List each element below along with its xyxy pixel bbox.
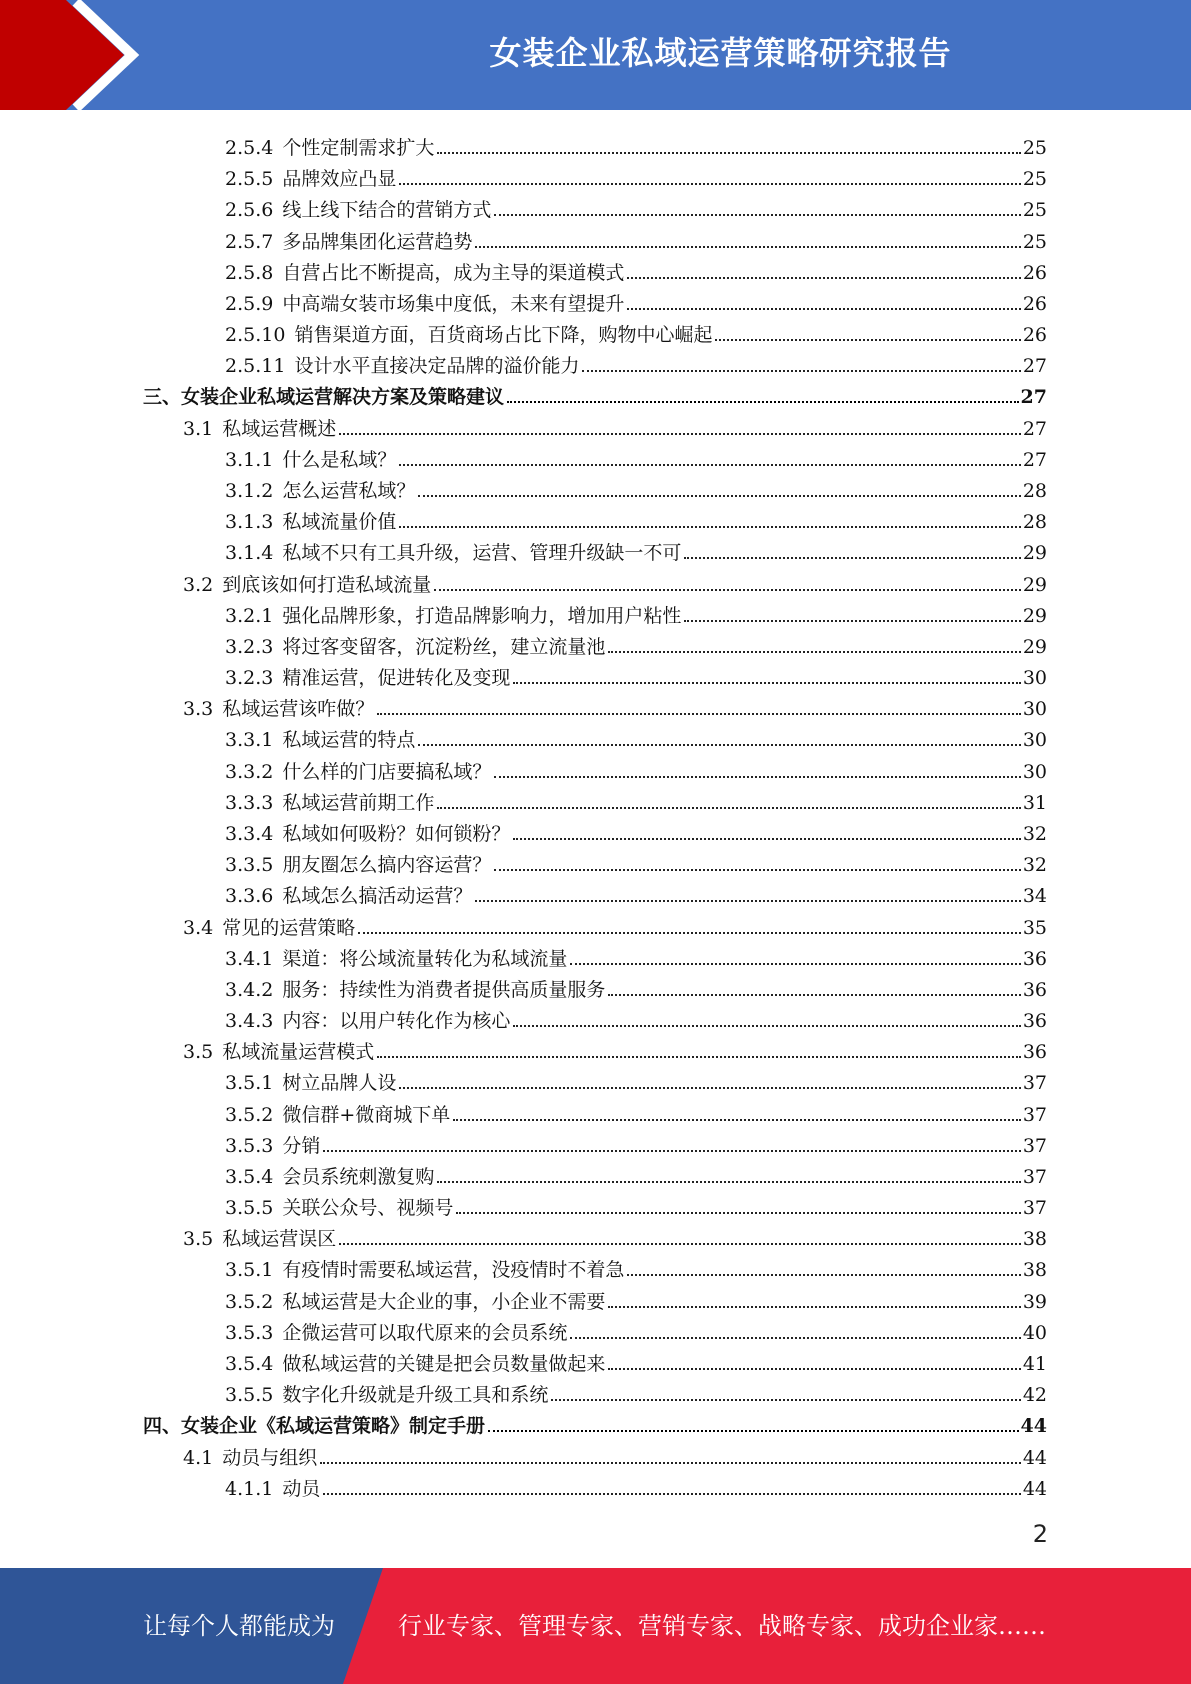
toc-dot-leader: [684, 620, 1020, 622]
toc-entry-page: 38: [1022, 1228, 1047, 1251]
toc-entry-page: 37: [1022, 1197, 1047, 1220]
toc-entry-title: 动员: [282, 1477, 321, 1500]
toc-entry-title: 常见的运营策略: [222, 916, 356, 939]
toc-entry[interactable]: [225, 1313, 1047, 1344]
toc-entry[interactable]: [225, 315, 1047, 346]
toc-entry-page: 29: [1022, 573, 1047, 596]
toc-entry-page: 34: [1022, 885, 1047, 908]
toc-entry-page: 29: [1022, 542, 1047, 565]
toc-entry-number: 3.1.4: [225, 542, 274, 565]
toc-entry-page: 36: [1022, 947, 1047, 970]
toc-entry-page: 28: [1022, 479, 1047, 502]
toc-entry[interactable]: [183, 908, 1047, 939]
toc-entry-page: 35: [1022, 916, 1047, 939]
toc-entry-title: 私域怎么搞活动运营？: [282, 885, 473, 908]
toc-entry[interactable]: [225, 1469, 1047, 1500]
toc-dot-leader: [399, 464, 1020, 466]
toc-entry-number: 3.5.1: [225, 1259, 274, 1282]
toc-entry-page: 30: [1022, 729, 1047, 752]
toc-entry-number: 3.2: [183, 573, 214, 596]
toc-entry[interactable]: [225, 284, 1047, 315]
toc-entry-number: 3.5.4: [225, 1165, 274, 1188]
toc-entry-page: 36: [1022, 1010, 1047, 1033]
toc-entry[interactable]: [225, 876, 1047, 907]
toc-entry-number: 2.5.7: [225, 230, 274, 253]
toc-entry-number: 3.1.1: [225, 448, 274, 471]
toc-entry[interactable]: [225, 627, 1047, 658]
toc-entry-page: 29: [1022, 604, 1047, 627]
toc-dot-leader: [494, 869, 1020, 871]
toc-dot-leader: [627, 308, 1020, 310]
toc-entry-number: 3.3.1: [225, 729, 274, 752]
report-title: 女装企业私域运营策略研究报告: [489, 34, 952, 72]
toc-entry-page: 39: [1022, 1290, 1047, 1313]
toc-entry[interactable]: [225, 845, 1047, 876]
toc-dot-leader: [627, 1274, 1020, 1276]
toc-dot-leader: [339, 433, 1021, 435]
toc-dot-leader: [323, 1150, 1020, 1152]
toc-entry-title: 私域流量运营模式: [222, 1041, 375, 1064]
toc-dot-leader: [715, 339, 1020, 341]
toc-entry-title: 内容：以用户转化作为核心: [282, 1010, 511, 1033]
toc-entry-title: 私域运营前期工作: [282, 791, 435, 814]
footer-slogan-right: 行业专家、管理专家、营销专家、战略专家、成功企业家……: [398, 1612, 1046, 1640]
toc-entry-page: 26: [1022, 261, 1047, 284]
toc-entry-page: 30: [1022, 667, 1047, 690]
toc-entry-title: 四、女装企业《私域运营策略》制定手册: [143, 1415, 486, 1438]
toc-entry-number: 3.2.3: [225, 667, 274, 690]
toc-dot-leader: [513, 1025, 1020, 1027]
toc-entry-title: 做私域运营的关键是把会员数量做起来: [282, 1353, 606, 1376]
toc-entry-title: 微信群+微商城下单: [282, 1103, 451, 1126]
toc-dot-leader: [475, 246, 1020, 248]
toc-entry-page: 30: [1022, 698, 1047, 721]
toc-entry-number: 3.5.3: [225, 1321, 274, 1344]
toc-entry-number: 3.5.2: [225, 1290, 274, 1313]
toc-dot-leader: [507, 401, 1019, 403]
toc-entry-title: 三、女装企业私域运营解决方案及策略建议: [143, 386, 505, 409]
toc-entry-title: 私域运营误区: [222, 1228, 337, 1251]
toc-entry-page: 26: [1022, 324, 1047, 347]
toc-entry-page: 28: [1022, 511, 1047, 534]
toc-entry-page: 37: [1022, 1134, 1047, 1157]
toc-dot-leader: [434, 589, 1021, 591]
toc-entry-page: 36: [1022, 978, 1047, 1001]
toc-entry-title: 到底该如何打造私域流量: [222, 573, 432, 596]
toc-entry-page: 37: [1022, 1165, 1047, 1188]
toc-entry-page: 27: [1020, 386, 1047, 409]
toc-entry-title: 私域运营是大企业的事，小企业不需要: [282, 1290, 606, 1313]
toc-entry-title: 有疫情时需要私域运营，没疫情时不着急: [282, 1259, 625, 1282]
toc-entry-title: 将过客变留客，沉淀粉丝，建立流量池: [282, 635, 606, 658]
toc-entry[interactable]: [183, 1219, 1047, 1250]
toc-dot-leader: [456, 1212, 1020, 1214]
toc-dot-leader: [570, 1337, 1020, 1339]
toc-entry-title: 线上线下结合的营销方式: [282, 199, 492, 222]
toc-dot-leader: [339, 1243, 1021, 1245]
toc-entry-title: 数字化升级就是升级工具和系统: [282, 1384, 549, 1407]
toc-dot-leader: [320, 1462, 1021, 1464]
toc-entry-number: 3.3.2: [225, 760, 274, 783]
toc-entry-number: 3.4: [183, 916, 214, 939]
toc-entry[interactable]: [225, 1250, 1047, 1281]
toc-entry-page: 25: [1022, 168, 1047, 191]
toc-entry-title: 个性定制需求扩大: [282, 137, 435, 159]
toc-entry-page: 36: [1022, 1041, 1047, 1064]
toc-dot-leader: [377, 1056, 1021, 1058]
toc-entry[interactable]: [225, 939, 1047, 970]
toc-entry[interactable]: [225, 814, 1047, 845]
toc-entry[interactable]: [183, 565, 1047, 596]
toc-entry-title: 设计水平直接决定品牌的溢价能力: [294, 355, 580, 378]
toc-entry[interactable]: [225, 783, 1047, 814]
toc-entry-number: 2.5.4: [225, 137, 274, 159]
footer-slogan-left: 让每个人都能成为: [143, 1612, 335, 1640]
toc-entry-number: 3.4.1: [225, 947, 274, 970]
toc-entry-number: 2.5.5: [225, 168, 274, 191]
toc-dot-leader: [513, 682, 1020, 684]
toc-entry-number: 3.5.5: [225, 1197, 274, 1220]
toc-entry-number: 2.5.11: [225, 355, 286, 378]
toc-dot-leader: [323, 1493, 1020, 1495]
toc-entry-number: 4.1: [183, 1446, 214, 1469]
header-chevron-decoration: [0, 0, 160, 110]
toc-entry-page: 25: [1022, 199, 1047, 222]
toc-entry[interactable]: [225, 1001, 1047, 1032]
toc-dot-leader: [582, 370, 1020, 372]
toc-entry[interactable]: [225, 1375, 1047, 1406]
toc-entry-title: 渠道：将公域流量转化为私域流量: [282, 947, 568, 970]
toc-entry[interactable]: [225, 222, 1047, 253]
toc-entry-number: 3.5.5: [225, 1384, 274, 1407]
toc-entry-page: 38: [1022, 1259, 1047, 1282]
toc-entry-number: 2.5.10: [225, 324, 286, 347]
toc-dot-leader: [418, 744, 1020, 746]
toc-entry-title: 朋友圈怎么搞内容运营？: [282, 854, 492, 877]
toc-dot-leader: [437, 152, 1020, 154]
toc-entry-page: 37: [1022, 1072, 1047, 1095]
toc-entry-title: 分销: [282, 1134, 321, 1157]
toc-entry[interactable]: [225, 1063, 1047, 1094]
toc-entry[interactable]: [225, 1344, 1047, 1375]
toc-entry-page: 27: [1022, 448, 1047, 471]
toc-entry-number: 3.3: [183, 698, 214, 721]
toc-entry[interactable]: [225, 502, 1047, 533]
toc-entry[interactable]: [225, 970, 1047, 1001]
toc-entry[interactable]: [225, 346, 1047, 377]
toc-entry[interactable]: [225, 533, 1047, 564]
toc-entry-title: 怎么运营私域？: [282, 479, 416, 502]
toc-entry[interactable]: [225, 1282, 1047, 1313]
toc-dot-leader: [437, 807, 1020, 809]
toc-entry[interactable]: [225, 253, 1047, 284]
toc-dot-leader: [399, 526, 1020, 528]
toc-entry-title: 多品牌集团化运营趋势: [282, 230, 473, 253]
toc-entry-number: 2.5.6: [225, 199, 274, 222]
toc-dot-leader: [608, 1368, 1020, 1370]
toc-entry[interactable]: [183, 1438, 1047, 1469]
toc-entry-number: 3.3.6: [225, 885, 274, 908]
toc-entry[interactable]: [225, 1126, 1047, 1157]
toc-dot-leader: [399, 1087, 1020, 1089]
toc-entry-title: 强化品牌形象，打造品牌影响力，增加用户粘性: [282, 604, 682, 627]
toc-entry-number: 3.1.2: [225, 479, 274, 502]
toc-entry-page: 27: [1022, 417, 1047, 440]
toc-dot-leader: [570, 963, 1020, 965]
toc-entry-title: 销售渠道方面，百货商场占比下降，购物中心崛起: [294, 324, 713, 347]
toc-entry-title: 动员与组织: [222, 1446, 318, 1469]
toc-entry-page: 42: [1022, 1384, 1047, 1407]
toc-entry-number: 3.1: [183, 417, 214, 440]
toc-dot-leader: [399, 183, 1020, 185]
toc-dot-leader: [377, 713, 1021, 715]
toc-entry-title: 什么是私域？: [282, 448, 397, 471]
toc-dot-leader: [437, 1181, 1020, 1183]
toc-entry[interactable]: [183, 409, 1047, 440]
toc-entry-page: 25: [1022, 230, 1047, 253]
toc-dot-leader: [475, 900, 1020, 902]
toc-dot-leader: [488, 1430, 1019, 1432]
toc-entry[interactable]: [225, 596, 1047, 627]
toc-entry-title: 服务：持续性为消费者提供高质量服务: [282, 978, 606, 1001]
toc-dot-leader: [608, 651, 1020, 653]
toc-entry-title: 什么样的门店要搞私域？: [282, 760, 492, 783]
toc-entry[interactable]: [143, 1406, 1047, 1437]
toc-entry-number: 3.5: [183, 1041, 214, 1064]
toc-entry[interactable]: [225, 720, 1047, 751]
toc-entry-page: 44: [1022, 1446, 1047, 1469]
toc-entry-page: 26: [1022, 292, 1047, 315]
toc-entry[interactable]: [225, 471, 1047, 502]
toc-entry-page: 30: [1022, 760, 1047, 783]
toc-entry-title: 私域运营该咋做？: [222, 698, 375, 721]
toc-entry-page: 40: [1022, 1321, 1047, 1344]
toc-dot-leader: [608, 1306, 1020, 1308]
toc-entry[interactable]: [225, 1188, 1047, 1219]
toc-dot-leader: [494, 214, 1020, 216]
toc-entry-number: 3.4.2: [225, 978, 274, 1001]
toc-entry-number: 3.1.3: [225, 511, 274, 534]
toc-dot-leader: [551, 1399, 1020, 1401]
toc-entry[interactable]: [225, 752, 1047, 783]
toc-entry-title: 关联公众号、视频号: [282, 1197, 454, 1220]
toc-entry-page: 44: [1022, 1477, 1047, 1500]
toc-entry-page: 32: [1022, 854, 1047, 877]
toc-dot-leader: [453, 1119, 1021, 1121]
toc-entry[interactable]: [183, 689, 1047, 720]
toc-entry-title: 精准运营，促进转化及变现: [282, 667, 511, 690]
toc-entry-number: 3.3.5: [225, 854, 274, 877]
toc-dot-leader: [494, 776, 1020, 778]
toc-dot-leader: [513, 838, 1020, 840]
toc-entry-page: 44: [1020, 1415, 1047, 1438]
toc-entry-title: 私域如何吸粉？如何锁粉？: [282, 822, 511, 845]
toc-entry[interactable]: [225, 128, 1047, 159]
toc-entry-number: 3.5.4: [225, 1353, 274, 1376]
toc-entry-title: 品牌效应凸显: [282, 168, 397, 191]
toc-entry[interactable]: [143, 377, 1047, 408]
toc-entry-title: 私域不只有工具升级，运营、管理升级缺一不可: [282, 542, 682, 565]
toc-entry[interactable]: [225, 1095, 1047, 1126]
toc-dot-leader: [358, 932, 1021, 934]
toc-entry-number: 3.3.3: [225, 791, 274, 814]
toc-entry[interactable]: [225, 190, 1047, 221]
toc-entry-number: 3.2.3: [225, 635, 274, 658]
toc-entry-page: 27: [1022, 355, 1047, 378]
toc-entry-number: 2.5.8: [225, 261, 274, 284]
toc-entry-number: 3.2.1: [225, 604, 274, 627]
toc-entry[interactable]: [225, 1157, 1047, 1188]
toc-entry-title: 树立品牌人设: [282, 1072, 397, 1095]
toc-dot-leader: [608, 994, 1020, 996]
toc-entry-page: 41: [1022, 1353, 1047, 1376]
toc-entry-title: 企微运营可以取代原来的会员系统: [282, 1321, 568, 1344]
toc-entry-number: 3.5.1: [225, 1072, 274, 1095]
toc-entry-page: 29: [1022, 635, 1047, 658]
toc-entry-number: 3.5: [183, 1228, 214, 1251]
toc-entry-page: 25: [1022, 137, 1047, 159]
toc-entry-page: 31: [1022, 791, 1047, 814]
toc-entry[interactable]: [225, 159, 1047, 190]
toc-dot-leader: [418, 495, 1020, 497]
toc-entry-number: 3.3.4: [225, 822, 274, 845]
toc-entry-number: 4.1.1: [225, 1477, 274, 1500]
toc-entry-page: 37: [1022, 1103, 1047, 1126]
page-header: [0, 0, 1191, 110]
toc-entry-page: 32: [1022, 822, 1047, 845]
toc-entry[interactable]: [183, 1032, 1047, 1063]
toc-entry-number: 3.5.2: [225, 1103, 274, 1126]
page-footer: [0, 1568, 1191, 1684]
toc-dot-leader: [684, 557, 1020, 559]
toc-entry[interactable]: [225, 658, 1047, 689]
page-number: 2: [1032, 1520, 1048, 1548]
toc-entry-title: 私域运营概述: [222, 417, 337, 440]
toc-entry-title: 私域流量价值: [282, 511, 397, 534]
toc-entry-number: 2.5.9: [225, 292, 274, 315]
toc-entry[interactable]: [225, 440, 1047, 471]
toc-entry-title: 中高端女装市场集中度低，未来有望提升: [282, 292, 625, 315]
toc-entry-number: 3.4.3: [225, 1010, 274, 1033]
toc-entry-title: 私域运营的特点: [282, 729, 416, 752]
toc-entry-title: 会员系统刺激复购: [282, 1165, 435, 1188]
toc-dot-leader: [627, 277, 1020, 279]
toc-entry-number: 3.5.3: [225, 1134, 274, 1157]
toc-entry-title: 自营占比不断提高，成为主导的渠道模式: [282, 261, 625, 284]
